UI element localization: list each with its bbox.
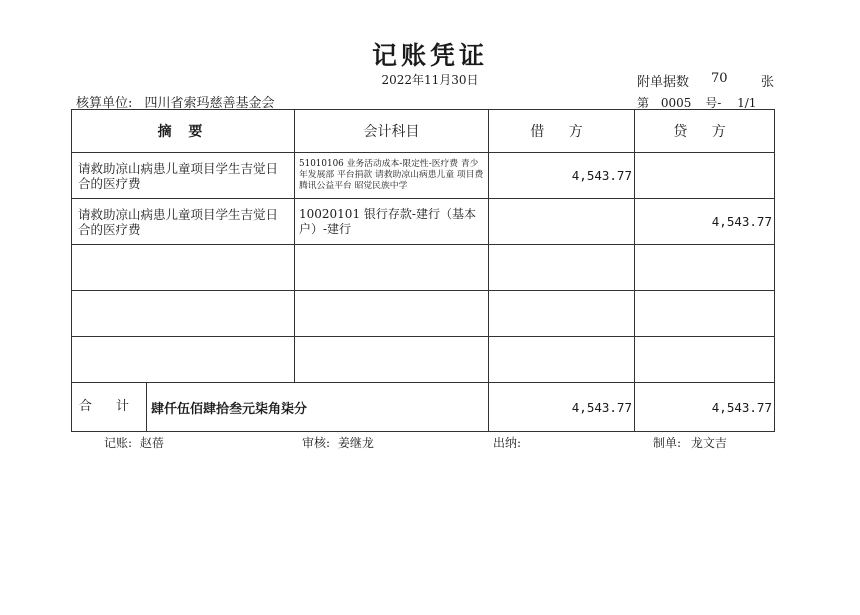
preparer-name: 龙文吉 bbox=[690, 436, 727, 450]
header-credit: 贷 方 bbox=[635, 110, 775, 153]
number-value: 0005 bbox=[660, 96, 692, 110]
total-amount-words: 肆仟伍佰肆拾叁元柒角柒分 bbox=[151, 401, 308, 417]
reviewer-label: 审核: bbox=[302, 436, 331, 450]
row-summary: 请救助凉山病患儿童项目学生吉觉日合的医疗费 bbox=[72, 153, 295, 199]
bookkeeper-name: 赵蓓 bbox=[139, 436, 164, 450]
bookkeeper-label: 记账: bbox=[104, 436, 133, 450]
cashier-signature bbox=[493, 434, 525, 451]
row-account: 10020101 银行存款-建行（基本户）-建行 bbox=[295, 199, 489, 245]
row-credit bbox=[635, 153, 775, 199]
row-credit: 4,543.77 bbox=[635, 199, 775, 245]
row-account: 51010106 业务活动成本-限定性-医疗费 青少年发展部 平台捐款 请救助凉山病患儿童 项目费 腾讯公益平台 昭觉民族中学 bbox=[295, 153, 489, 199]
attachments-count: 70 bbox=[711, 71, 728, 86]
header-summary: 摘 要 bbox=[72, 110, 295, 153]
row-summary: 请救助凉山病患儿童项目学生吉觉日合的医疗费 bbox=[72, 199, 295, 245]
total-row bbox=[72, 383, 775, 432]
table-row-empty bbox=[72, 245, 775, 291]
voucher-title: 记账凭证 bbox=[371, 41, 488, 70]
header-debit: 借 方 bbox=[489, 110, 635, 153]
table-row bbox=[72, 153, 775, 199]
number-prefix: 第 bbox=[637, 96, 650, 110]
preparer-label: 制单: bbox=[653, 436, 682, 450]
voucher-date: 2022年11月30日 bbox=[381, 73, 479, 87]
row-debit bbox=[489, 199, 635, 245]
header-account: 会计科目 bbox=[295, 110, 489, 153]
table-row bbox=[72, 199, 775, 245]
attachments-unit: 张 bbox=[761, 75, 775, 90]
table-header bbox=[72, 110, 775, 153]
reviewer-name: 姜继龙 bbox=[337, 436, 374, 450]
total-debit: 4,543.77 bbox=[489, 383, 635, 432]
voucher-table bbox=[71, 109, 775, 432]
attachments-info bbox=[637, 71, 775, 90]
table-row-empty bbox=[72, 337, 775, 383]
reviewer-signature bbox=[302, 434, 374, 451]
page-indicator: 1/1 bbox=[737, 96, 757, 110]
total-credit: 4,543.77 bbox=[635, 383, 775, 432]
table-row-empty bbox=[72, 291, 775, 337]
cashier-label: 出纳: bbox=[493, 436, 522, 450]
preparer-signature bbox=[653, 434, 727, 451]
attachments-label: 附单据数 bbox=[637, 75, 690, 90]
row-debit: 4,543.77 bbox=[489, 153, 635, 199]
unit-label: 核算单位: bbox=[76, 96, 133, 111]
unit-name: 四川省索玛慈善基金会 bbox=[144, 96, 275, 111]
bookkeeper-signature bbox=[104, 434, 164, 451]
total-label: 合 计 bbox=[72, 383, 147, 431]
number-suffix: 号- bbox=[705, 96, 722, 110]
